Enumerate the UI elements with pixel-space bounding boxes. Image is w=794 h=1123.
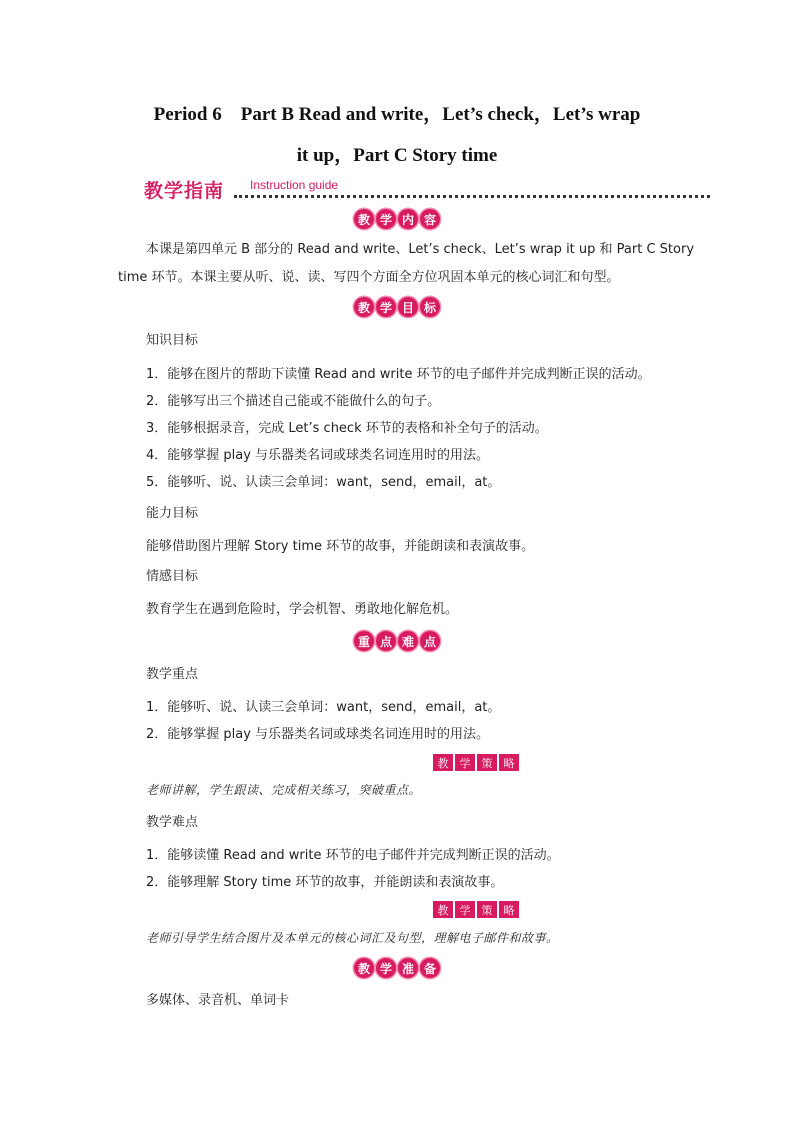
focus-item: 1．能够听、说、认读三会单词：want，send，email，at。	[146, 700, 501, 715]
badge-char: 目	[398, 297, 418, 317]
badge-char: 重	[354, 631, 374, 651]
strategy-char: 教	[433, 754, 453, 771]
difficulty-item: 2．能够理解 Story time 环节的故事，并能朗读和表演故事。	[146, 875, 504, 890]
preparation-text: 多媒体、录音机、单词卡	[146, 993, 290, 1008]
knowledge-item: 3．能够根据录音，完成 Let’s check 环节的表格和补全句子的活动。	[146, 421, 548, 436]
strategy-char: 略	[499, 901, 519, 918]
knowledge-item: 4．能够掌握 play 与乐器类名词或球类名词连用时的用法。	[146, 448, 490, 463]
emotion-heading: 情感目标	[146, 569, 199, 584]
badge-char: 标	[420, 297, 440, 317]
badge-char: 准	[398, 958, 418, 978]
difficulty-item: 1．能够读懂 Read and write 环节的电子邮件并完成判断正误的活动。	[146, 848, 560, 863]
strategy-char: 策	[477, 754, 497, 771]
page-title-line-1: Period 6 Part B Read and write，Let’s check，Let’s wrap	[153, 104, 641, 125]
strategy-char: 教	[433, 901, 453, 918]
strategy-char: 学	[455, 901, 475, 918]
badge-char: 学	[376, 209, 396, 229]
guide-en-label: Instruction guide	[250, 178, 339, 192]
content-line-1: 本课是第四单元 B 部分的 Read and write、Let’s check、Let’s wrap it up 和 Part C Story	[146, 242, 695, 257]
focus-item: 2．能够掌握 play 与乐器类名词或球类名词连用时的用法。	[146, 727, 490, 742]
guide-cn-label: 教学指南	[144, 180, 225, 202]
badge-char: 点	[420, 631, 440, 651]
strategy-char: 学	[455, 754, 475, 771]
emotion-text: 教育学生在遇到危险时，学会机智、勇敢地化解危机。	[146, 602, 459, 617]
knowledge-item: 1．能够在图片的帮助下读懂 Read and write 环节的电子邮件并完成判断正误的活动。	[146, 367, 651, 382]
difficulty-strategy-text: 老师引导学生结合图片及本单元的核心词汇及句型，理解电子邮件和故事。	[146, 931, 559, 945]
knowledge-heading: 知识目标	[146, 333, 199, 348]
badge-char: 学	[376, 297, 396, 317]
badge-char: 教	[354, 297, 374, 317]
strategy-label-focus	[0, 754, 794, 771]
content-line-2: time 环节。本课主要从听、说、读、写四个方面全方位巩固本单元的核心词汇和句型。	[118, 270, 620, 285]
dotted-divider	[234, 195, 710, 198]
strategy-char: 略	[499, 754, 519, 771]
badge-char: 学	[376, 958, 396, 978]
strategy-char: 策	[477, 901, 497, 918]
ability-heading: 能力目标	[146, 506, 199, 521]
badge-char: 内	[398, 209, 418, 229]
badge-teaching-preparation	[0, 958, 794, 978]
strategy-label-difficulty	[0, 901, 794, 918]
instruction-guide-header	[144, 176, 710, 202]
badge-char: 备	[420, 958, 440, 978]
ability-text: 能够借助图片理解 Story time 环节的故事，并能朗读和表演故事。	[146, 539, 535, 554]
focus-heading: 教学重点	[146, 667, 199, 682]
knowledge-item: 2．能够写出三个描述自己能或不能做什么的句子。	[146, 394, 441, 409]
difficulty-heading: 教学难点	[146, 815, 199, 830]
badge-teaching-content	[0, 209, 794, 229]
badge-char: 容	[420, 209, 440, 229]
badge-char: 教	[354, 209, 374, 229]
badge-key-difficult-points	[0, 631, 794, 651]
badge-char: 难	[398, 631, 418, 651]
page-title-line-2: it up，Part C Story time	[296, 145, 498, 166]
badge-teaching-goals	[0, 297, 794, 317]
badge-char: 点	[376, 631, 396, 651]
knowledge-item: 5．能够听、说、认读三会单词：want，send，email，at。	[146, 475, 501, 490]
focus-strategy-text: 老师讲解，学生跟读、完成相关练习，突破重点。	[146, 783, 422, 797]
badge-char: 教	[354, 958, 374, 978]
